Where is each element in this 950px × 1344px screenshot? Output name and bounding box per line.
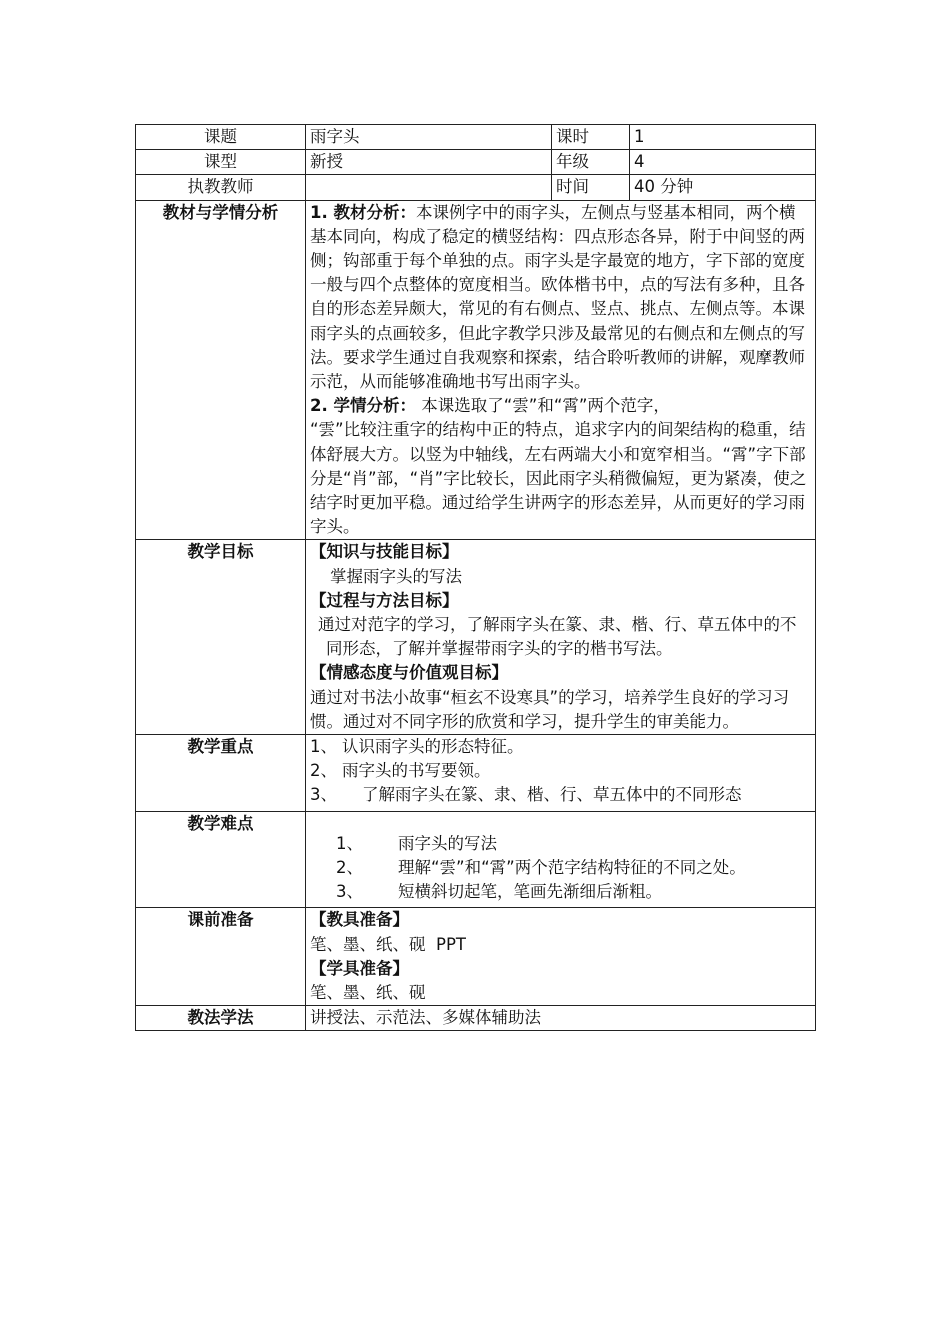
difficulty-item <box>310 832 811 856</box>
topic-label: 课题 <box>136 125 306 150</box>
key-point-item <box>310 735 811 759</box>
analysis-label: 教材与学情分析 <box>136 200 306 540</box>
type-label: 课型 <box>136 150 306 175</box>
student-head: 2. 学情分析： <box>310 396 416 416</box>
analysis-content <box>306 200 816 540</box>
key-point-text: 雨字头的书写要领。 <box>342 761 491 781</box>
difficulty-num: 2、 <box>336 857 363 877</box>
difficulty-item <box>310 880 811 904</box>
methods-label: 教法学法 <box>136 1006 306 1031</box>
student-tools: 笔、墨、纸、砚 <box>310 982 426 1002</box>
row-teacher <box>136 175 816 200</box>
type-value: 新授 <box>306 150 552 175</box>
preparation-content <box>306 908 816 1006</box>
period-value: 1 <box>630 125 816 150</box>
row-preparation <box>136 908 816 1006</box>
process-text: 通过对范字的学习，了解雨字头在篆、隶、楷、行、草五体中的不同形态，了解并掌握带雨字头的字的楷书写法。 <box>318 615 797 659</box>
row-key-points <box>136 735 816 812</box>
key-point-item <box>310 759 811 783</box>
student-analysis <box>310 394 811 418</box>
row-analysis <box>136 200 816 540</box>
knowledge-head: 【知识与技能目标】 <box>310 542 459 562</box>
difficulty-num: 3、 <box>336 882 363 902</box>
goals-content <box>306 540 816 735</box>
preparation-label: 课前准备 <box>136 908 306 1006</box>
student-tools-head: 【学具准备】 <box>310 958 409 978</box>
period-label: 课时 <box>552 125 630 150</box>
teacher-label: 执教教师 <box>136 175 306 200</box>
key-point-num: 2、 <box>310 761 337 781</box>
knowledge-text: 掌握雨字头的写法 <box>330 566 462 586</box>
emotion-head: 【情感态度与价值观目标】 <box>310 663 508 683</box>
material-analysis <box>310 201 811 395</box>
key-point-num: 3、 <box>310 785 337 805</box>
material-text: 本课例字中的雨字头，左侧点与竖基本相同，两个横基本同向，构成了稳定的横竖结构：四点形态各异，附于中间竖的两侧；钩部重于每个单独的点。雨字头是字最宽的地方，字下部的宽度一般与四个点整体的宽度相当。欧体楷书中，点的写法有多种，且各自的形态差异颇大，常见的有右侧点、竖点、挑点、左侧点等。本课雨字头的点画较多，但此字教学只涉及最常见的右侧点和左侧点的写法。要求学生通过自我观察和探索，结合聆听教师的讲解，观摩教师示范，从而能够准确地书写出雨字头。 <box>310 202 805 392</box>
key-point-text: 认识雨字头的形态特征。 <box>342 737 524 757</box>
row-goals <box>136 540 816 735</box>
student-text-1: 本课选取了“雲”和“霄”两个范字， <box>416 396 670 416</box>
difficulty-num: 1、 <box>336 833 363 853</box>
emotion-text: 通过对书法小故事“桓玄不设寒具”的学习，培养学生良好的学习习惯。通过对不同字形的欣赏和学习，提升学生的审美能力。 <box>310 687 790 731</box>
grade-label: 年级 <box>552 150 630 175</box>
row-difficulties <box>136 811 816 908</box>
difficulty-text: 短横斜切起笔，笔画先渐细后渐粗。 <box>398 882 662 902</box>
key-points-label: 教学重点 <box>136 735 306 812</box>
time-value: 40 分钟 <box>630 175 816 200</box>
key-point-item <box>310 783 811 807</box>
row-type <box>136 150 816 175</box>
row-methods <box>136 1006 816 1031</box>
topic-value: 雨字头 <box>306 125 552 150</box>
key-points-content <box>306 735 816 812</box>
material-head: 1. 教材分析： <box>310 202 416 222</box>
difficulty-text: 理解“雲”和“霄”两个范字结构特征的不同之处。 <box>398 857 746 877</box>
difficulty-item <box>310 856 811 880</box>
difficulties-content <box>306 811 816 908</box>
process-head: 【过程与方法目标】 <box>310 590 459 610</box>
teacher-tools-head: 【教具准备】 <box>310 910 409 930</box>
time-label: 时间 <box>552 175 630 200</box>
methods-text: 讲授法、示范法、多媒体辅助法 <box>306 1006 816 1031</box>
key-point-text: 了解雨字头在篆、隶、楷、行、草五体中的不同形态 <box>362 785 742 805</box>
grade-value: 4 <box>630 150 816 175</box>
row-topic <box>136 125 816 150</box>
goals-label: 教学目标 <box>136 540 306 735</box>
difficulty-text: 雨字头的写法 <box>398 833 497 853</box>
teacher-tools: 笔、墨、纸、砚 PPT <box>310 934 466 954</box>
teacher-value <box>306 175 552 200</box>
key-point-num: 1、 <box>310 737 337 757</box>
difficulties-label: 教学难点 <box>136 811 306 908</box>
lesson-plan-table <box>135 124 816 1031</box>
student-text-2: “雲”比较注重字的结构中正的特点，追求字内的间架结构的稳重，结体舒展大方。以竖为中轴线，左右两端大小和宽窄相当。“霄”字下部分是“肖”部，“肖”字比较长，因此雨字头稍微偏短，更为紧凑，使之结字时更加平稳。通过给学生讲两字的形态差异，从而更好的学习雨字头。 <box>310 420 807 537</box>
